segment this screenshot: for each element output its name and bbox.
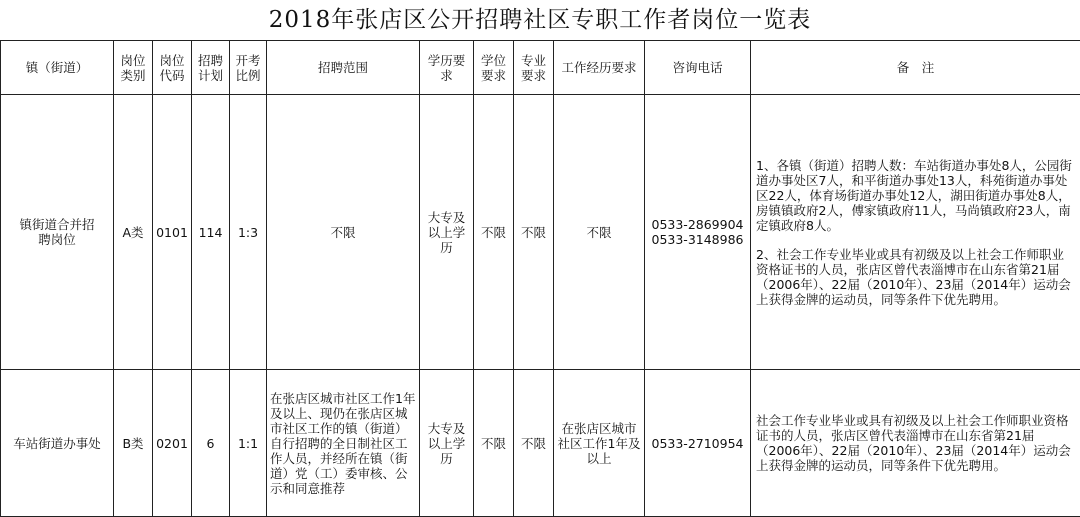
header-experience: 工作经历要求 xyxy=(554,41,645,95)
header-major: 专业要求 xyxy=(514,41,554,95)
header-post-code: 岗位代码 xyxy=(153,41,192,95)
cell-education: 大专及以上学历 xyxy=(420,370,474,517)
remark-paragraph: 2、社会工作专业毕业或具有初级及以上社会工作师职业资格证书的人员，张店区曾代表淄博市在山东省第21届（2006年）、22届（2010年）、23届（2014年）运动会上获得金牌的运动员，同等条件下优先聘用。 xyxy=(756,247,1075,307)
header-post-type: 岗位类别 xyxy=(114,41,153,95)
cell-recruit-plan: 6 xyxy=(192,370,230,517)
cell-town: 车站街道办事处 xyxy=(1,370,114,517)
cell-scope: 在张店区城市社区工作1年及以上、现仍在张店区城市社区工作的镇（街道）自行招聘的全日制社区工作人员，并经所在镇（街道）党（工）委审核、公示和同意推荐 xyxy=(267,370,420,517)
header-exam-ratio: 开考比例 xyxy=(230,41,267,95)
cell-post-code: 0101 xyxy=(153,95,192,370)
cell-major: 不限 xyxy=(514,370,554,517)
phone-number: 0533-3148986 xyxy=(648,232,747,247)
remark-paragraph: 1、各镇（街道）招聘人数：车站街道办事处8人，公园街道办事处区7人，和平街道办事处13人，科苑街道办事处区22人，体育场街道办事处12人，湖田街道办事处8人，房镇镇政府2人，傅家镇政府11人，马尚镇政府23人，南定镇政府8人。 xyxy=(756,158,1075,233)
cell-remarks xyxy=(751,95,1080,370)
header-phone: 咨询电话 xyxy=(645,41,751,95)
cell-education: 大专及以上学历 xyxy=(420,95,474,370)
header-row xyxy=(1,41,1080,95)
table-row xyxy=(1,95,1080,370)
header-education: 学历要求 xyxy=(420,41,474,95)
header-remarks: 备 注 xyxy=(751,41,1080,95)
cell-degree: 不限 xyxy=(474,370,514,517)
cell-major: 不限 xyxy=(514,95,554,370)
remark-paragraph: 社会工作专业毕业或具有初级及以上社会工作师职业资格证书的人员，张店区曾代表淄博市在山东省第21届（2006年）、22届（2010年）、23届（2014年）运动会上获得金牌的运动员，同等条件下优先聘用。 xyxy=(756,413,1075,473)
header-recruit-plan: 招聘计划 xyxy=(192,41,230,95)
cell-experience: 不限 xyxy=(554,95,645,370)
cell-experience: 在张店区城市社区工作1年及以上 xyxy=(554,370,645,517)
cell-exam-ratio: 1:1 xyxy=(230,370,267,517)
phone-number: 0533-2869904 xyxy=(648,217,747,232)
cell-recruit-plan: 114 xyxy=(192,95,230,370)
header-degree: 学位要求 xyxy=(474,41,514,95)
cell-post-type: A类 xyxy=(114,95,153,370)
cell-town: 镇街道合并招聘岗位 xyxy=(1,95,114,370)
table-row xyxy=(1,370,1080,517)
cell-post-type: B类 xyxy=(114,370,153,517)
page-title: 2018年张店区公开招聘社区专职工作者岗位一览表 xyxy=(0,0,1080,41)
cell-degree: 不限 xyxy=(474,95,514,370)
header-town: 镇（街道） xyxy=(1,41,114,95)
cell-post-code: 0201 xyxy=(153,370,192,517)
header-scope: 招聘范围 xyxy=(267,41,420,95)
cell-remarks xyxy=(751,370,1080,517)
cell-phone xyxy=(645,95,751,370)
positions-table xyxy=(0,40,1080,517)
cell-exam-ratio: 1:3 xyxy=(230,95,267,370)
cell-phone: 0533-2710954 xyxy=(645,370,751,517)
cell-scope: 不限 xyxy=(267,95,420,370)
